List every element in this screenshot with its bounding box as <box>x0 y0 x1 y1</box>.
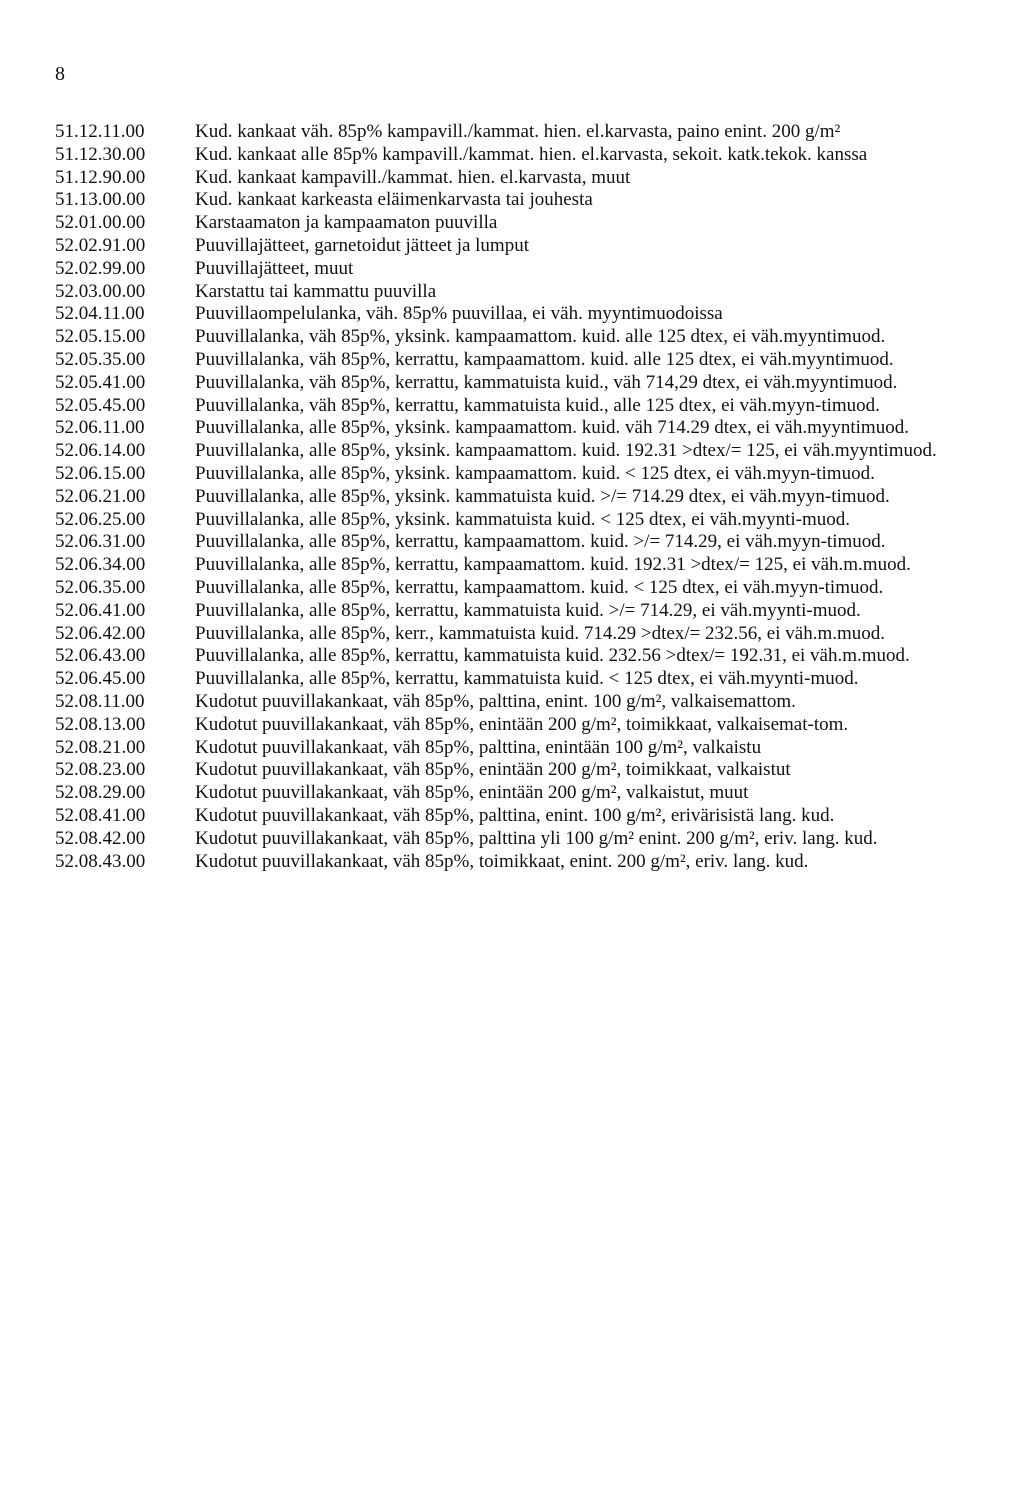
tariff-entry <box>55 828 975 851</box>
tariff-entry <box>55 121 975 144</box>
tariff-description: Kudotut puuvillakankaat, väh 85p%, palttina, enint. 100 g/m², erivärisistä lang. kud. <box>195 804 835 826</box>
tariff-description: Puuvillalanka, väh 85p%, kerrattu, kampaamattom. kuid. alle 125 dtex, ei väh.myyntimuod. <box>195 348 894 370</box>
tariff-code: 52.08.43.00 <box>55 850 146 872</box>
tariff-code: 52.06.15.00 <box>55 462 146 484</box>
tariff-code: 52.08.21.00 <box>55 736 146 758</box>
tariff-code: 52.02.91.00 <box>55 234 146 256</box>
tariff-description: Kudotut puuvillakankaat, väh 85p%, palttina yli 100 g/m² enint. 200 g/m², eriv. lang. kud. <box>195 827 878 849</box>
tariff-entry <box>55 349 975 372</box>
tariff-entry <box>55 395 975 418</box>
tariff-entry <box>55 531 975 554</box>
tariff-entry <box>55 212 975 235</box>
tariff-description: Puuvillalanka, väh 85p%, kerrattu, kammatuista kuid., alle 125 dtex, ei väh.myyn-timuod. <box>195 394 880 416</box>
tariff-description: Puuvillalanka, alle 85p%, kerrattu, kammatuista kuid. 232.56 >dtex/= 192.31, ei väh.m.muod. <box>195 645 910 667</box>
tariff-description: Puuvillalanka, alle 85p%, kerrattu, kampaamattom. kuid. < 125 dtex, ei väh.myyn-timuod. <box>195 576 884 598</box>
tariff-entry <box>55 737 975 760</box>
tariff-code: 52.08.13.00 <box>55 713 146 735</box>
tariff-code: 52.06.45.00 <box>55 668 146 690</box>
tariff-description: Kudotut puuvillakankaat, väh 85p%, enintään 200 g/m², valkaistut, muut <box>195 782 749 804</box>
tariff-code: 51.13.00.00 <box>55 189 146 211</box>
tariff-entry <box>55 281 975 304</box>
tariff-entry <box>55 600 975 623</box>
tariff-list <box>55 121 975 873</box>
tariff-code: 52.08.41.00 <box>55 804 146 826</box>
tariff-description: Puuvillalanka, alle 85p%, kerrattu, kampaamattom. kuid. 192.31 >dtex/= 125, ei väh.m.muod. <box>195 554 911 576</box>
tariff-entry <box>55 782 975 805</box>
tariff-description: Kudotut puuvillakankaat, väh 85p%, palttina, enintään 100 g/m², valkaistu <box>195 736 762 758</box>
tariff-entry <box>55 189 975 212</box>
tariff-code: 52.02.99.00 <box>55 257 146 279</box>
tariff-description: Puuvillalanka, alle 85p%, yksink. kammatuista kuid. < 125 dtex, ei väh.myynti-muod. <box>195 508 851 530</box>
tariff-code: 52.01.00.00 <box>55 212 146 234</box>
tariff-code: 52.06.35.00 <box>55 576 146 598</box>
tariff-description: Kud. kankaat väh. 85p% kampavill./kammat. hien. el.karvasta, paino enint. 200 g/m² <box>195 121 841 142</box>
tariff-entry <box>55 623 975 646</box>
tariff-code: 52.06.11.00 <box>55 417 145 439</box>
tariff-entry <box>55 714 975 737</box>
tariff-description: Kudotut puuvillakankaat, väh 85p%, enintään 200 g/m², toimikkaat, valkaisemat-tom. <box>195 713 849 735</box>
tariff-entry <box>55 144 975 167</box>
tariff-description: Puuvillalanka, alle 85p%, kerrattu, kampaamattom. kuid. >/= 714.29, ei väh.myyn-timuod. <box>195 531 886 553</box>
tariff-entry <box>55 326 975 349</box>
tariff-description: Puuvillalanka, alle 85p%, yksink. kampaamattom. kuid. < 125 dtex, ei väh.myyn-timuod. <box>195 462 875 484</box>
tariff-code: 52.08.23.00 <box>55 759 146 781</box>
tariff-code: 51.12.90.00 <box>55 166 146 188</box>
tariff-entry <box>55 235 975 258</box>
tariff-code: 52.06.42.00 <box>55 622 146 644</box>
tariff-code: 52.06.34.00 <box>55 554 146 576</box>
tariff-entry <box>55 258 975 281</box>
tariff-code: 52.08.29.00 <box>55 782 146 804</box>
tariff-code: 52.04.11.00 <box>55 303 145 325</box>
tariff-description: Puuvillajätteet, muut <box>195 257 354 279</box>
tariff-entry <box>55 167 975 190</box>
tariff-description: Puuvillalanka, alle 85p%, yksink. kampaamattom. kuid. väh 714.29 dtex, ei väh.myyntimuod. <box>195 417 909 439</box>
tariff-code: 51.12.30.00 <box>55 143 146 165</box>
tariff-entry <box>55 303 975 326</box>
page-number: 8 <box>55 63 65 85</box>
tariff-code: 51.12.11.00 <box>55 121 145 142</box>
tariff-entry <box>55 759 975 782</box>
tariff-description: Puuvillalanka, alle 85p%, kerrattu, kammatuista kuid. >/= 714.29, ei väh.myynti-muod. <box>195 599 861 621</box>
tariff-description: Kud. kankaat alle 85p% kampavill./kammat. hien. el.karvasta, sekoit. katk.tekok. kanssa <box>195 143 868 165</box>
tariff-code: 52.05.15.00 <box>55 326 146 348</box>
tariff-description: Kudotut puuvillakankaat, väh 85p%, toimikkaat, enint. 200 g/m², eriv. lang. kud. <box>195 850 809 872</box>
tariff-description: Kudotut puuvillakankaat, väh 85p%, enintään 200 g/m², toimikkaat, valkaistut <box>195 759 791 781</box>
tariff-code: 52.08.11.00 <box>55 690 145 712</box>
tariff-code: 52.08.42.00 <box>55 827 146 849</box>
tariff-entry <box>55 668 975 691</box>
tariff-entry <box>55 554 975 577</box>
tariff-code: 52.06.25.00 <box>55 508 146 530</box>
tariff-code: 52.05.45.00 <box>55 394 146 416</box>
tariff-entry <box>55 372 975 395</box>
tariff-entry <box>55 645 975 668</box>
tariff-description: Puuvillalanka, alle 85p%, kerrattu, kammatuista kuid. < 125 dtex, ei väh.myynti-muod. <box>195 668 859 690</box>
tariff-description: Kudotut puuvillakankaat, väh 85p%, palttina, enint. 100 g/m², valkaisemattom. <box>195 690 796 712</box>
tariff-entry <box>55 417 975 440</box>
tariff-code: 52.05.35.00 <box>55 348 146 370</box>
tariff-entry <box>55 577 975 600</box>
tariff-code: 52.06.31.00 <box>55 531 146 553</box>
tariff-entry <box>55 509 975 532</box>
tariff-description: Karstaamaton ja kampaamaton puuvilla <box>195 212 498 234</box>
tariff-code: 52.06.14.00 <box>55 440 146 462</box>
tariff-entry <box>55 805 975 828</box>
tariff-description: Puuvillalanka, alle 85p%, kerr., kammatuista kuid. 714.29 >dtex/= 232.56, ei väh.m.muod. <box>195 622 886 644</box>
tariff-entry <box>55 463 975 486</box>
tariff-code: 52.05.41.00 <box>55 371 146 393</box>
tariff-code: 52.06.41.00 <box>55 599 146 621</box>
tariff-description: Puuvillalanka, väh 85p%, yksink. kampaamattom. kuid. alle 125 dtex, ei väh.myyntimuod. <box>195 326 886 348</box>
tariff-description: Puuvillajätteet, garnetoidut jätteet ja lumput <box>195 234 529 256</box>
tariff-description: Puuvillalanka, alle 85p%, yksink. kammatuista kuid. >/= 714.29 dtex, ei väh.myyn-timuod. <box>195 485 890 507</box>
tariff-description: Kud. kankaat kampavill./kammat. hien. el.karvasta, muut <box>195 166 631 188</box>
tariff-entry <box>55 851 975 874</box>
tariff-code: 52.03.00.00 <box>55 280 146 302</box>
tariff-description: Puuvillalanka, alle 85p%, yksink. kampaamattom. kuid. 192.31 >dtex/= 125, ei väh.myyntimuod. <box>195 440 937 462</box>
tariff-description: Karstattu tai kammattu puuvilla <box>195 280 437 302</box>
tariff-description: Puuvillalanka, väh 85p%, kerrattu, kammatuista kuid., väh 714,29 dtex, ei väh.myyntimuod. <box>195 371 898 393</box>
tariff-entry <box>55 486 975 509</box>
tariff-code: 52.06.21.00 <box>55 485 146 507</box>
tariff-entry <box>55 691 975 714</box>
tariff-description: Puuvillaompelulanka, väh. 85p% puuvillaa, ei väh. myyntimuodoissa <box>195 303 723 325</box>
tariff-entry <box>55 440 975 463</box>
tariff-code: 52.06.43.00 <box>55 645 146 667</box>
tariff-description: Kud. kankaat karkeasta eläimenkarvasta tai jouhesta <box>195 189 593 211</box>
